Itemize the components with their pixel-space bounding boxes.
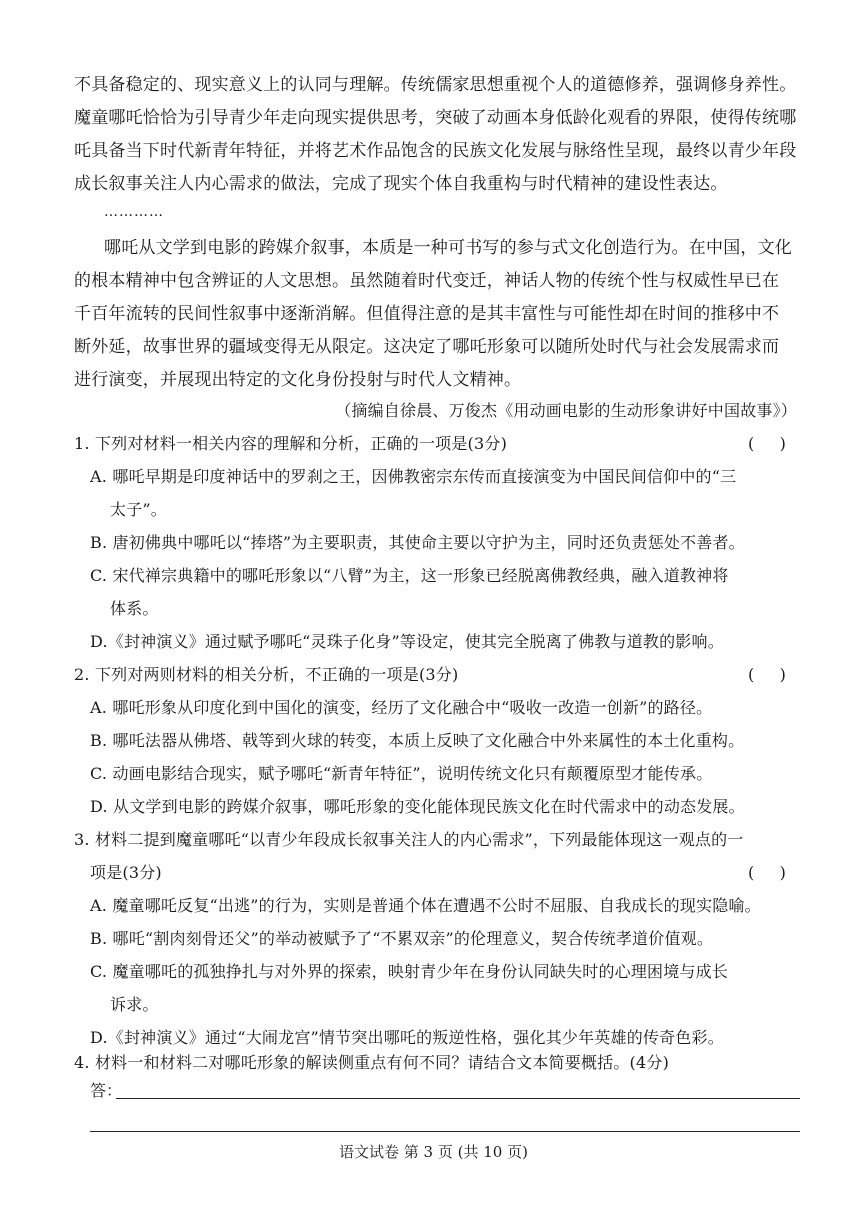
question-1-option-d: D.《封神演义》通过赋予哪吒“灵珠子化身”等设定，使其完全脱离了佛教与道教的影响。 <box>90 632 724 651</box>
paragraph-line: 千百年流转的民间性叙事中逐渐消解。但值得注意的是其丰富性与可能性却在时间的推移中不 <box>74 304 780 324</box>
question-2-option-b: B. 哪吒法器从佛塔、戟等到火球的转变，本质上反映了文化融合中外来属性的本土化重构。 <box>90 731 745 750</box>
page-footer: 语文试卷 第 3 页 (共 10 页) <box>339 1143 528 1161</box>
answer-writing-line[interactable] <box>116 1098 800 1099</box>
question-1-stem: 1. 下列对材料一相关内容的理解和分析，正确的一项是(3分) <box>74 434 508 453</box>
footer-divider <box>90 1131 800 1132</box>
question-3-option-b: B. 哪吒“割肉刻骨还父”的举动被赋予了“不累双亲”的伦理意义，契合传统孝道价值观。 <box>90 929 714 948</box>
paragraph-line: 魔童哪吒恰恰为引导青少年走向现实提供思考，突破了动画本身低龄化观看的界限，使得传统哪 <box>74 108 797 128</box>
question-3-option-c-cont: 诉求。 <box>110 995 159 1014</box>
question-2-option-a: A. 哪吒形象从印度化到中国化的演变，经历了文化融合中“吸收一改造一创新”的路径。 <box>90 698 713 717</box>
question-2-answer-bracket[interactable]: ( ) <box>748 665 786 684</box>
paragraph-line: 的根本精神中包含辨证的人文思想。虽然随着时代变迁，神话人物的传统个性与权威性早已在 <box>74 271 780 291</box>
question-1-option-b: B. 唐初佛典中哪吒以“捧塔”为主要职责，其使命主要以守护为主，同时还负责惩处不善者。 <box>90 533 745 552</box>
paragraph-line: 断外延，故事世界的疆域变得无从限定。这决定了哪吒形象可以随所处时代与社会发展需求而 <box>74 337 780 357</box>
question-3-option-d: D.《封神演义》通过“大闹龙宫”情节突出哪吒的叛逆性格，强化其少年英雄的传奇色彩。 <box>90 1028 724 1047</box>
question-2-option-c: C. 动画电影结合现实，赋予哪吒“新青年特征”，说明传统文化只有颠覆原型才能传承。 <box>90 764 713 783</box>
question-3-option-a: A. 魔童哪吒反复“出逃”的行为，实则是普通个体在遭遇不公时不屈服、自我成长的现实隐喻。 <box>90 896 761 915</box>
paragraph-line: 进行演变，并展现出特定的文化身份投射与时代人文精神。 <box>74 370 522 390</box>
question-3-stem: 3. 材料二提到魔童哪吒“以青少年段成长叙事关注人的内心需求”，下列最能体现这一观点的一 <box>74 830 744 849</box>
question-2-option-d: D. 从文学到电影的跨媒介叙事，哪吒形象的变化能体现民族文化在时代需求中的动态发展。 <box>90 797 745 816</box>
question-1-option-a-cont: 太子”。 <box>110 500 167 519</box>
answer-label: 答： <box>90 1081 123 1100</box>
paragraph-line: 不具备稳定的、现实意义上的认同与理解。传统儒家思想重视个人的道德修养，强调修身养性。 <box>74 75 797 95</box>
question-3-option-c: C. 魔童哪吒的孤独挣扎与对外界的探索，映射青少年在身份认同缺失时的心理困境与成长 <box>90 962 729 981</box>
question-3-stem-cont: 项是(3分) <box>90 863 162 882</box>
ellipsis-mark: ………… <box>104 204 164 220</box>
paragraph-line: 成长叙事关注人内心需求的做法，完成了现实个体自我重构与时代精神的建设性表达。 <box>74 174 728 194</box>
question-1-option-c-cont: 体系。 <box>110 599 159 618</box>
question-1-option-a: A. 哪吒早期是印度神话中的罗刹之王，因佛教密宗东传而直接演变为中国民间信仰中的“三 <box>90 467 737 486</box>
paragraph-line: 吒具备当下时代新青年特征，并将艺术作品饱含的民族文化发展与脉络性呈现，最终以青少年段 <box>74 141 797 161</box>
question-3-answer-bracket[interactable]: ( ) <box>748 863 786 882</box>
question-4-stem: 4. 材料一和材料二对哪吒形象的解读侧重点有何不同？请结合文本简要概括。(4分) <box>74 1053 670 1072</box>
question-1-answer-bracket[interactable]: ( ) <box>748 434 786 453</box>
paragraph-line: 哪吒从文学到电影的跨媒介叙事，本质是一种可书写的参与式文化创造行为。在中国，文化 <box>104 238 792 258</box>
question-2-stem: 2. 下列对两则材料的相关分析，不正确的一项是(3分) <box>74 665 459 684</box>
source-citation: （摘编自徐晨、万俊杰《用动画电影的生动形象讲好中国故事》） <box>335 401 797 420</box>
question-1-option-c: C. 宋代禅宗典籍中的哪吒形象以“八臂”为主，这一形象已经脱离佛教经典，融入道教神将 <box>90 566 729 585</box>
